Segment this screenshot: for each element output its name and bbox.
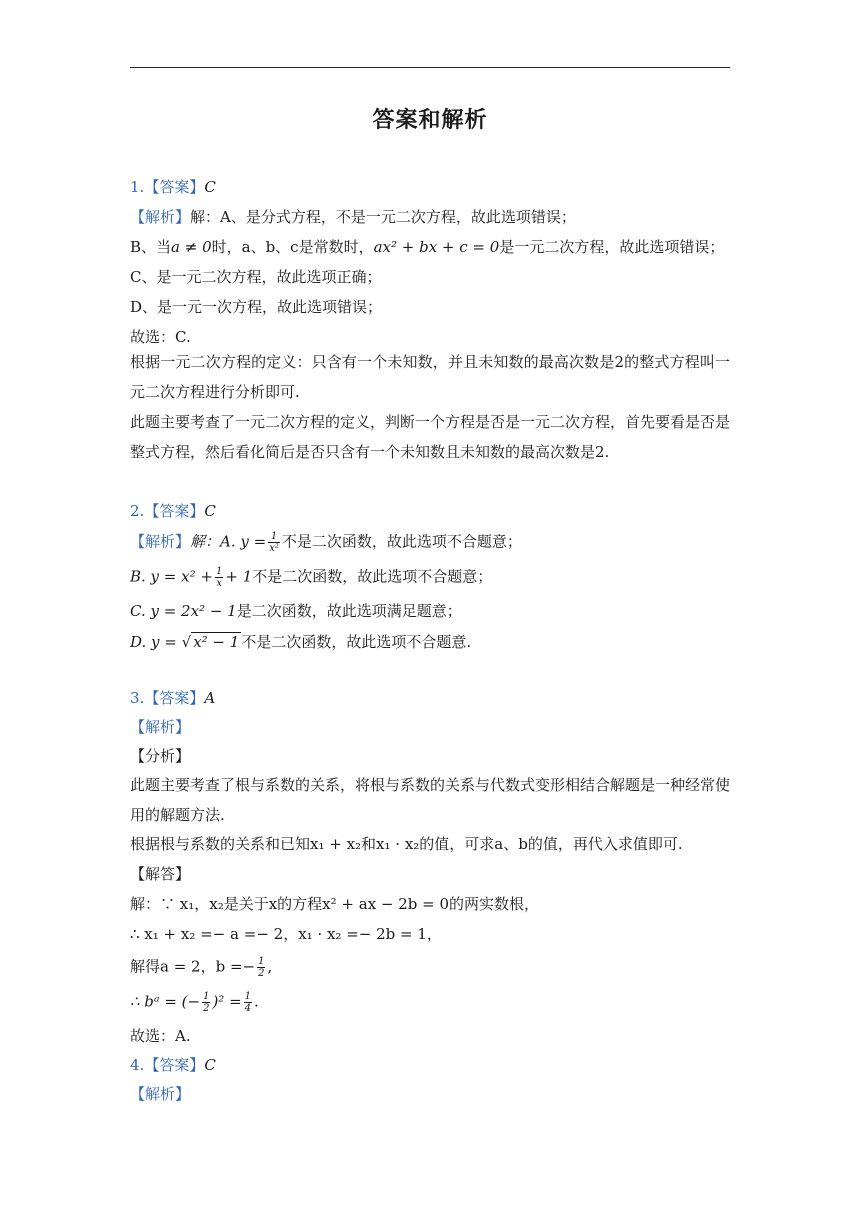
q3-answer-line: [130, 688, 215, 708]
q3-s4-den2: 4: [244, 1003, 252, 1014]
q2-option-b: [130, 566, 492, 589]
q1-answer: C: [204, 178, 216, 196]
q3-fenxi-tag: 【分析】: [130, 747, 191, 765]
q2-analysis-tag: 【解析】: [130, 532, 191, 551]
q1-analysis-tag: 【解析】: [130, 208, 191, 226]
q1-answer-line: [130, 177, 216, 197]
q2-option-c: [130, 601, 462, 621]
header-rule: [130, 67, 730, 68]
q3-s4-num2: 1: [244, 991, 252, 1002]
q3-s3-den: 2: [258, 968, 265, 979]
q2-b-fraction: [215, 566, 223, 589]
q4-analysis-line: [130, 1084, 190, 1104]
q2-a-fraction: [268, 531, 280, 554]
q4-answer-tag: 【答案】: [144, 1056, 205, 1074]
q3-s4-post: .: [254, 992, 259, 1011]
q3-s4-fraction1: [202, 991, 210, 1014]
q3-step3: [130, 956, 272, 979]
q1-number: 1.: [130, 178, 145, 196]
q3-s4-den1: 2: [203, 1003, 210, 1014]
q3-s3-pre: 解得a = 2，b =−: [130, 957, 256, 976]
q2-b-post: 不是二次函数，故此选项不合题意；: [252, 567, 493, 586]
q3-step1: 解：∵ x₁，x₂是关于x的方程x² + ax − 2b = 0的两实数根，: [130, 895, 540, 913]
q3-step5: 故选：A.: [130, 1027, 191, 1045]
q1-line2-c: 是一元二次方程，故此选项错误；: [499, 238, 725, 256]
q2-a-den: x²: [269, 543, 279, 554]
q2-d-sqrt: √ x² − 1: [181, 633, 240, 651]
q2-a-pre: 解：A. y =: [190, 532, 267, 551]
q2-d-pre: D. y =: [130, 633, 177, 651]
q3-s3-post: ,: [267, 957, 273, 976]
q2-d-radicand: x² − 1: [193, 633, 240, 651]
q2-answer-line: [130, 501, 216, 521]
q2-answer: C: [204, 502, 216, 520]
q1-line1: 解：A、是分式方程，不是一元二次方程，故此选项错误；: [190, 208, 576, 226]
q3-jieda-tag: 【解答】: [130, 865, 191, 883]
q3-answer: A: [204, 689, 216, 707]
q2-a-num: 1: [268, 531, 280, 543]
q3-answer-tag: 【答案】: [144, 689, 205, 707]
q3-step2: ∴ x₁ + x₂ =− a =− 2，x₁ · x₂ =− 2b = 1，: [130, 925, 442, 943]
q3-s3-num: 1: [258, 956, 265, 967]
q3-s4-pre: ∴ bᵃ = (−: [130, 992, 201, 1011]
q1-line5: 故选：C.: [130, 328, 191, 346]
q2-b-num: 1: [215, 566, 223, 577]
q2-option-d: [130, 632, 471, 652]
q2-option-a: [130, 531, 522, 554]
q3-s4-mid: )² =: [212, 992, 242, 1011]
q3-analysis-label: 【解析】: [130, 718, 191, 736]
q2-d-post: 不是二次函数，故此选项不合题意.: [241, 633, 472, 651]
q2-b-den: x: [216, 578, 222, 589]
page-title: 答案和解析: [372, 108, 488, 133]
q3-s3-fraction: [257, 956, 265, 979]
q1-line4: D、是一元一次方程，故此选项错误；: [130, 298, 383, 316]
q2-c-math: C. y = 2x² − 1: [130, 602, 237, 620]
q1-line3: C、是一元二次方程，故此选项正确；: [130, 268, 382, 286]
q1-analysis-line: [130, 207, 576, 227]
q3-step4: [130, 991, 259, 1014]
q4-number: 4.: [130, 1056, 145, 1074]
q3-s4-fraction2: [244, 991, 252, 1014]
q1-para2: 此题主要考查了一元二次方程的定义，判断一个方程是否是一元二次方程，首先要看是否是整式方程，然后看化简后是否只含有一个未知数且未知数的最高次数是2.: [130, 413, 731, 461]
q3-analysis-tag: [130, 717, 190, 737]
q1-para1: 根据一元二次方程的定义：只含有一个未知数，并且未知数的最高次数是2的整式方程叫一元二次方程进行分析即可.: [130, 353, 730, 401]
q2-c-post: 是二次函数，故此选项满足题意；: [236, 602, 462, 620]
q2-b-pre: B. y = x² +: [130, 567, 213, 586]
q3-para2: 根据根与系数的关系和已知x₁ + x₂和x₁ · x₂的值，可求a、b的值，再代入求值即可.: [130, 835, 683, 853]
q2-b-mid: + 1: [225, 567, 253, 586]
q1-line2-math1: a ≠ 0: [171, 238, 212, 256]
q3-s4-num1: 1: [203, 991, 210, 1002]
q3-para1: 此题主要考查了根与系数的关系，将根与系数的关系与代数式变形相结合解题是一种经常使用的解题方法.: [130, 776, 731, 824]
q4-analysis-tag: 【解析】: [130, 1085, 191, 1103]
q4-answer-line: [130, 1055, 216, 1075]
q1-line2-math2: ax² + bx + c = 0: [373, 238, 500, 256]
q2-a-post: 不是二次函数，故此选项不合题意；: [281, 532, 522, 551]
q2-number: 2.: [130, 502, 145, 520]
q1-answer-tag: 【答案】: [144, 178, 205, 196]
q1-line2: [130, 237, 724, 257]
q2-answer-tag: 【答案】: [144, 502, 205, 520]
q1-line2-a: B、当: [130, 238, 172, 256]
q3-number: 3.: [130, 689, 145, 707]
q4-answer: C: [204, 1056, 216, 1074]
q1-line2-b: 时，a、b、c是常数时，: [211, 238, 374, 256]
